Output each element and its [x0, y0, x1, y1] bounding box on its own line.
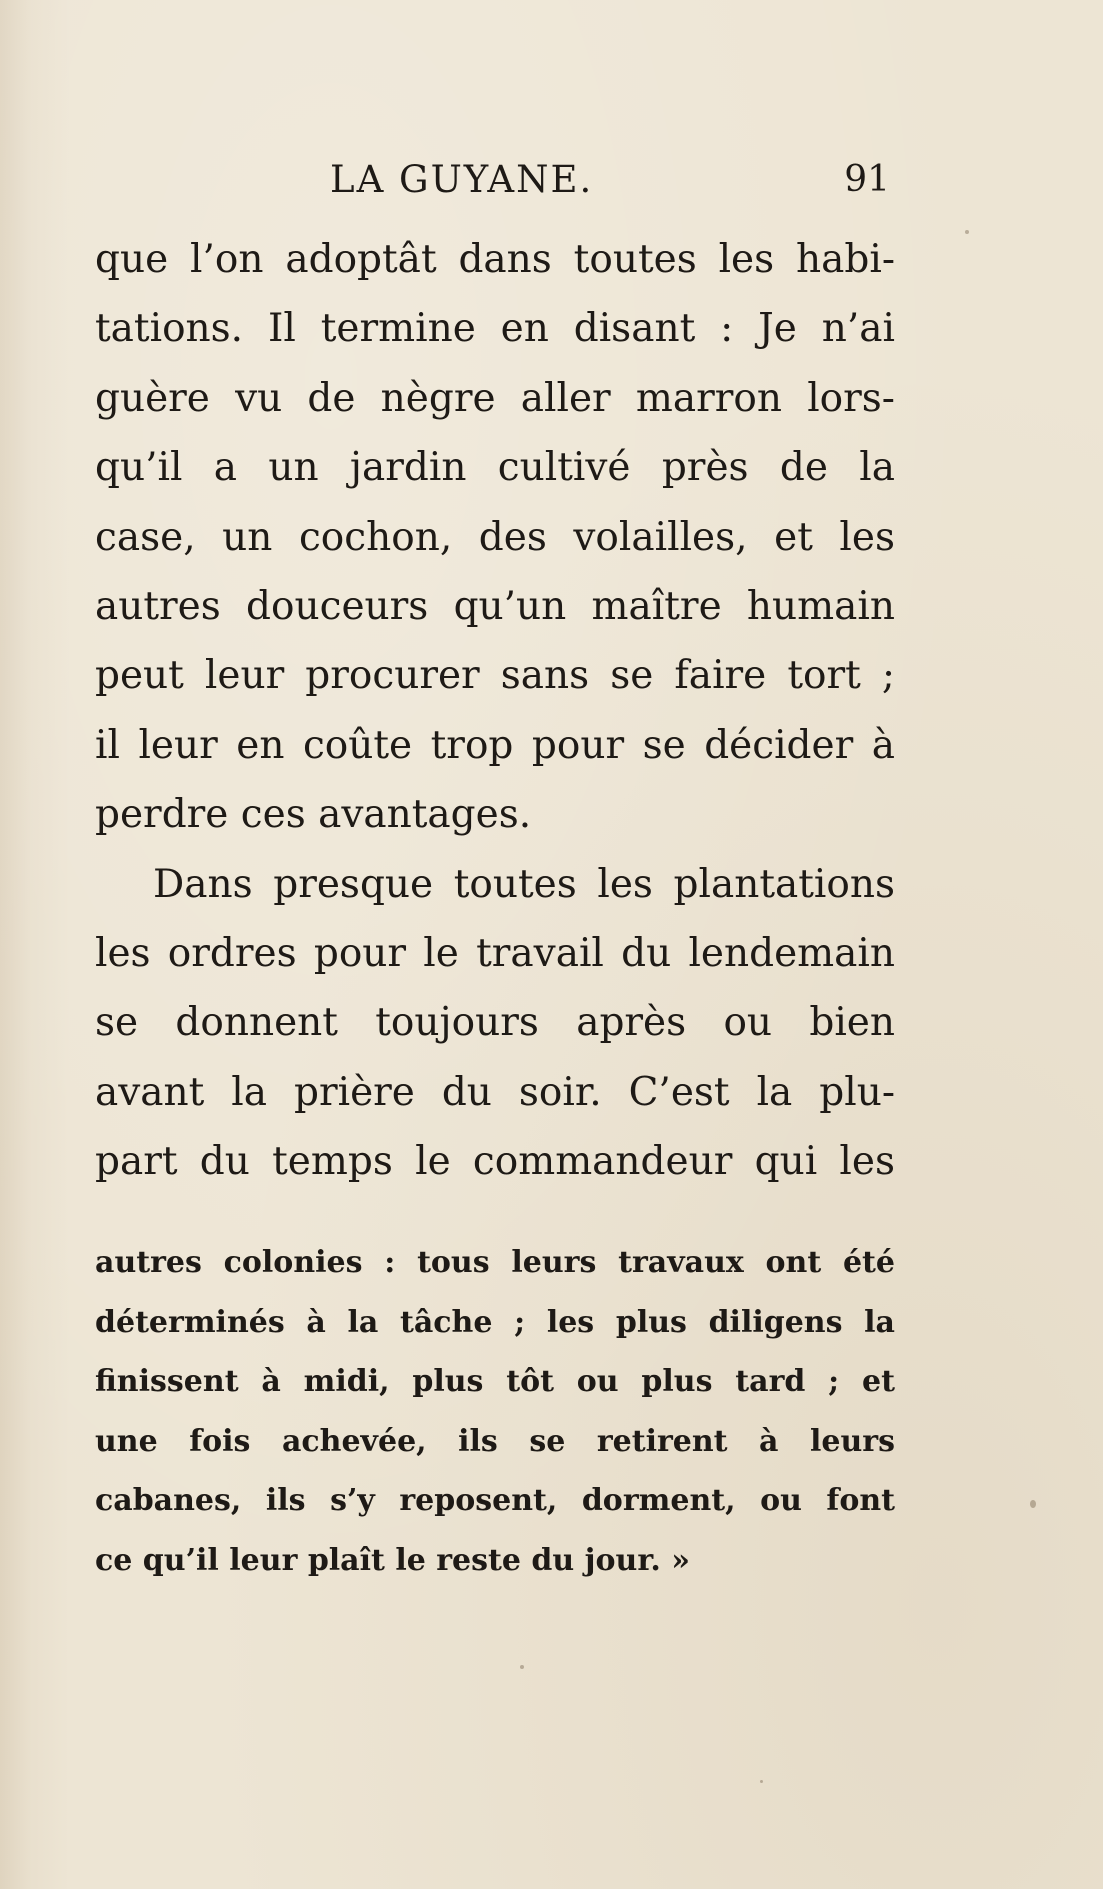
paper-speck	[760, 1780, 763, 1783]
footnote-line: finissent à midi, plus tôt ou plus tard ; et	[95, 1364, 895, 1400]
text-line: perdre ces avantages.	[95, 792, 532, 838]
text-line: case, un cochon, des volailles, et les	[95, 514, 895, 560]
footnote-line: cabanes, ils s’y reposent, dorment, ou font	[95, 1483, 895, 1519]
footnote-line: une fois achevée, ils se retirent à leurs	[95, 1423, 895, 1459]
footnote-line: ce qu’il leur plaît le reste du jour. »	[95, 1542, 691, 1578]
text-line: peut leur procurer sans se faire tort ;	[95, 653, 895, 699]
paper-speck	[1030, 1500, 1036, 1508]
text-line: les ordres pour le travail du lendemain	[95, 930, 895, 976]
text-line: tations. Il termine en disant : Je n’ai	[95, 306, 895, 352]
footnote-line: déterminés à la tâche ; les plus diligens la	[95, 1304, 895, 1340]
paper-speck	[965, 230, 969, 234]
text-line: avant la prière du soir. C’est la plu-	[95, 1069, 895, 1115]
text-line: Dans presque toutes les plantations	[153, 861, 895, 907]
footnote	[95, 1233, 895, 1591]
main-text	[95, 225, 895, 1196]
text-line: guère vu de nègre aller marron lors-	[95, 375, 895, 421]
text-line: il leur en coûte trop pour se décider à	[95, 722, 895, 768]
page-header	[330, 150, 890, 210]
text-line: autres douceurs qu’un maître humain	[95, 583, 895, 629]
text-line: qu’il a un jardin cultivé près de la	[95, 445, 895, 491]
text-line: se donnent toujours après ou bien	[95, 1000, 895, 1046]
footnote-line: autres colonies : tous leurs travaux ont été	[95, 1245, 895, 1280]
page-number: 91	[844, 159, 890, 200]
paper-speck	[520, 1665, 524, 1669]
running-title: LA GUYANE.	[330, 158, 594, 201]
text-line: part du temps le commandeur qui les	[95, 1139, 895, 1185]
text-line: que l’on adoptât dans toutes les habi-	[95, 237, 895, 282]
